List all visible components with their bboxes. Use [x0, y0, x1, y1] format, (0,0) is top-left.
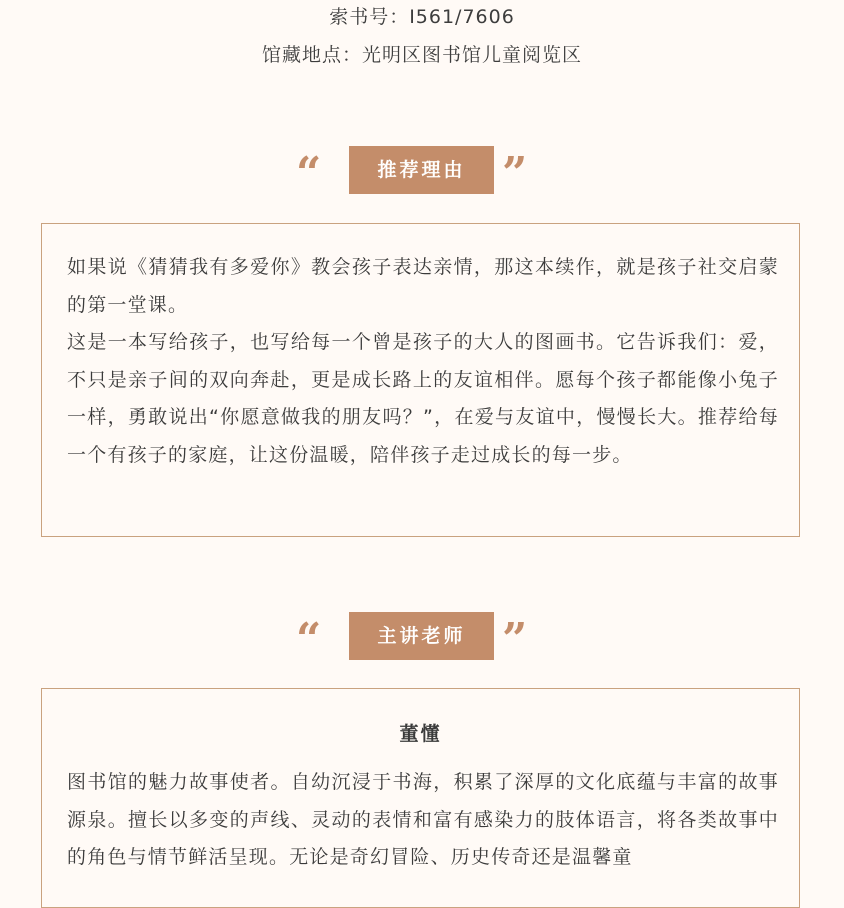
recommend-text — [67, 249, 779, 475]
speaker-name: 董懂 — [399, 723, 442, 745]
recommend-card — [41, 223, 800, 537]
speaker-section-title: 主讲老师 — [349, 612, 494, 660]
close-quote-icon: ” — [502, 614, 528, 665]
speaker-card — [41, 688, 800, 908]
speaker-section-header — [0, 612, 844, 665]
close-quote-icon: ” — [502, 148, 528, 199]
open-quote-icon: “ — [296, 614, 322, 665]
call-number: 索书号：I561/7606 — [329, 6, 515, 28]
library-location: 馆藏地点：光明区图书馆儿童阅览区 — [261, 44, 582, 66]
recommend-section-header — [0, 146, 844, 199]
speaker-bio — [67, 764, 779, 877]
recommend-section-title: 推荐理由 — [349, 146, 494, 194]
recommend-paragraph-2: 这是一本写给孩子，也写给每一个曾是孩子的大人的图画书。它告诉我们：爱，不只是亲子间的双向奔赴，更是成长路上的友谊相伴。愿每个孩子都能像小兔子一样，勇敢说出“你愿意做我的朋友吗？”，在爱与友谊中，慢慢长大。推荐给每一个有孩子的家庭，让这份温暖，陪伴孩子走过成长的每一步。 — [67, 331, 779, 466]
recommend-paragraph-1: 如果说《猜猜我有多爱你》教会孩子表达亲情，那这本续作，就是孩子社交启蒙的第一堂课。 — [67, 256, 779, 316]
speaker-bio-text: 图书馆的魅力故事使者。自幼沉浸于书海，积累了深厚的文化底蕴与丰富的故事源泉。擅长以多变的声线、灵动的表情和富有感染力的肢体语言，将各类故事中的角色与情节鲜活呈现。无论是奇幻冒险、历史传奇还是温馨童 — [67, 771, 779, 869]
open-quote-icon: “ — [296, 148, 322, 199]
